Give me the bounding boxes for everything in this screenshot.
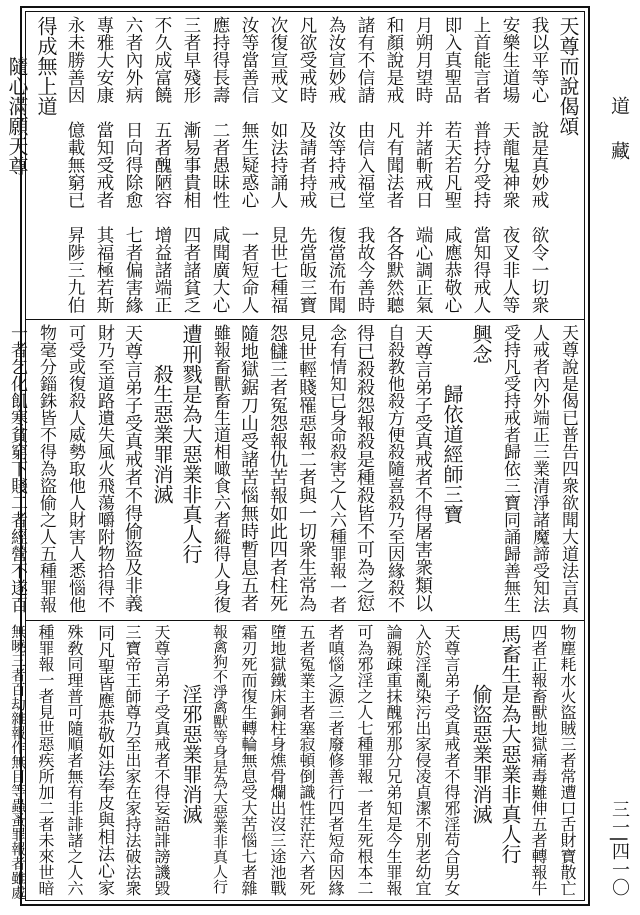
text-column: 上首能言者 普持分受持 當知得戒人 — [471, 16, 491, 314]
text-column: 我以平等心 說是真妙戒 欲令一切衆 — [529, 16, 549, 314]
side-title: 道藏 — [608, 96, 630, 186]
text-column: 天尊說是偈已普告四衆欲聞大道法言真 — [558, 324, 578, 613]
text-column: 念有情知已身命殺害之人六種罪報一者 — [326, 324, 346, 613]
text-column: 安樂生道場 天龍鬼神衆 夜叉非人等 — [500, 16, 520, 314]
panel-divider-1 — [26, 319, 584, 320]
text-column: 人戒者內外端正三業清淨諸魔諦受知法 — [529, 324, 549, 613]
text-column: 天尊而說偈頌 — [556, 16, 580, 136]
text-column: 應持得長壽 二者愚昧性 咸聞廣大心 — [210, 16, 230, 314]
text-column: 受持凡受持戒者歸依三寶同誦歸善無生 — [500, 324, 520, 613]
text-column: 五者冤業主者塞寂頓倒識性茫茫六者死 — [297, 624, 316, 896]
text-column: 者嗔惱之源三者廢修善行四者短命因緣 — [326, 624, 345, 896]
text-column: 歸依道經師三寶 — [440, 324, 464, 524]
text-column: 凡欲受戒時 及請者持戒 先當皈三寶 — [297, 16, 317, 314]
text-column: 三寶帝王師尊乃至出家在家持法破法衆 — [123, 624, 142, 896]
page-frame — [5, 6, 590, 906]
text-column: 隨心滿願天尊 — [5, 16, 29, 176]
text-column: 四者正報畜獸地獄痛毒難伸五者轉報牛 — [529, 624, 548, 896]
text-column: 霜刃死而復生轉輪無息受大苦惱七者雜 — [239, 624, 258, 896]
text-column: 可為邪淫之人七種罪報一者生死根本二 — [355, 624, 374, 896]
text-column: 一者乞化飢寒貧窮下賤二者經營不遂百 — [7, 324, 27, 613]
text-column: 見世輕賤罹惡報二者與一切衆生常為 — [296, 324, 317, 612]
text-column: 偷盜惡業罪消滅 — [469, 624, 493, 824]
text-column: 物毫分錙銖皆不得為盜偷之人五種罪報 — [36, 324, 56, 613]
text-column: 殊敎同理普可隨順者無有非誹諸之人六 — [65, 624, 84, 896]
text-column: 自殺教他殺方便殺隨喜殺乃至因緣殺不 — [384, 324, 404, 613]
text-column: 論親疎重抹醜邪那分兄弟知是今生罪報 — [384, 624, 403, 896]
text-column: 為汝宣妙戒 汝等持戒已 復當流布聞 — [326, 16, 346, 314]
text-column: 財乃至道路遺失風火飛蕩嚼附物拾得不 — [94, 324, 114, 613]
text-column: 天尊言弟子受真戒者不得屠害衆類以 — [412, 324, 433, 612]
text-panel-bottom — [9, 624, 582, 900]
text-column: 遭刑戮是為大惡業非真人行 — [179, 324, 203, 564]
text-column: 和顏說是戒 凡有聞法者 各各默然聽 — [384, 16, 404, 314]
panel-divider-2 — [26, 620, 584, 621]
text-column: 殺生惡業罪消滅 — [150, 324, 174, 504]
text-column: 專雅大安康 當知受戒者 其福極若斯 — [94, 16, 114, 314]
text-column: 無曉三者百劫雜報作無目等蟲蚤罪報者雖處 — [9, 624, 25, 900]
text-panel-middle — [7, 324, 582, 616]
text-column: 天尊言弟子受真戒者不得邪淫苟合男女 — [442, 624, 461, 896]
text-column: 永未勝善因 億載無窮已 昇陟三九伯 — [65, 16, 85, 314]
text-column: 天尊言弟子受真戒者不得偷盜及非義 — [122, 324, 143, 612]
text-column: 可受或復殺人威勢取他人財害人悉惱他 — [65, 324, 85, 613]
text-column: 雖報畜獸畜生道相噉食六者縱得人身復 — [210, 324, 230, 613]
text-column: 物塵耗水火盜賊三者常遭口舌財寶散亡 — [558, 624, 577, 896]
text-column: 馬畜生是為大惡業非真人行 — [498, 624, 522, 864]
text-column: 得成無上道 — [34, 16, 58, 116]
text-column: 六者內外病 日向得除愈 七者偏害緣 — [123, 16, 143, 314]
text-panel-top — [5, 16, 582, 316]
text-column: 興念 — [469, 324, 493, 364]
page-number: 三一|四一〇 — [609, 800, 630, 897]
text-column: 不久成富饒 五者醜陋容 增益諸端正 — [152, 16, 172, 314]
text-column: 月朔月望時 并諸斬戒日 端心調正氣 — [413, 16, 433, 314]
text-column: 淫邪惡業罪消滅 — [179, 624, 203, 824]
text-column: 墮地獄鐵床銅柱身燋骨爛出沒三途池戰 — [268, 624, 287, 896]
text-column: 三者早殘形 漸易事貴相 四者諸貧乏 — [181, 16, 201, 314]
text-column: 種罪報一者見世惡疾所加二者未來世暗 — [36, 624, 55, 896]
text-column: 即入真聖品 若天若凡聖 咸應恭敬心 — [442, 16, 462, 314]
text-column: 報禽狗不淨禽獸等身是為大惡業非真人行 — [211, 624, 229, 894]
text-column: 同凡聖皆應恭敬如法奉皮與相法心家 — [94, 624, 114, 896]
text-column: 隨地獄鋸刀山受諸苦惱無時暫息五者 — [238, 324, 259, 612]
text-column: 得已殺殺怨報殺是種殺皆不可為之愆 — [354, 324, 375, 612]
text-column: 諸有不信請 由信入福堂 我故今善時 — [355, 16, 375, 314]
text-column: 次復宣戒文 如法持誦人 見世七種福 — [268, 16, 288, 314]
text-column: 怨讎三者冤怨報仇苦報如此四者柱死 — [267, 324, 288, 612]
text-column: 天尊言弟子受真戒者不得妄語誹謗譏毀 — [152, 624, 171, 896]
text-column: 汝等當善信 無生疑惑心 一者短命人 — [239, 16, 259, 314]
text-column: 入於淫亂染污出家侵凌貞潔不別老幼宜 — [413, 624, 432, 896]
